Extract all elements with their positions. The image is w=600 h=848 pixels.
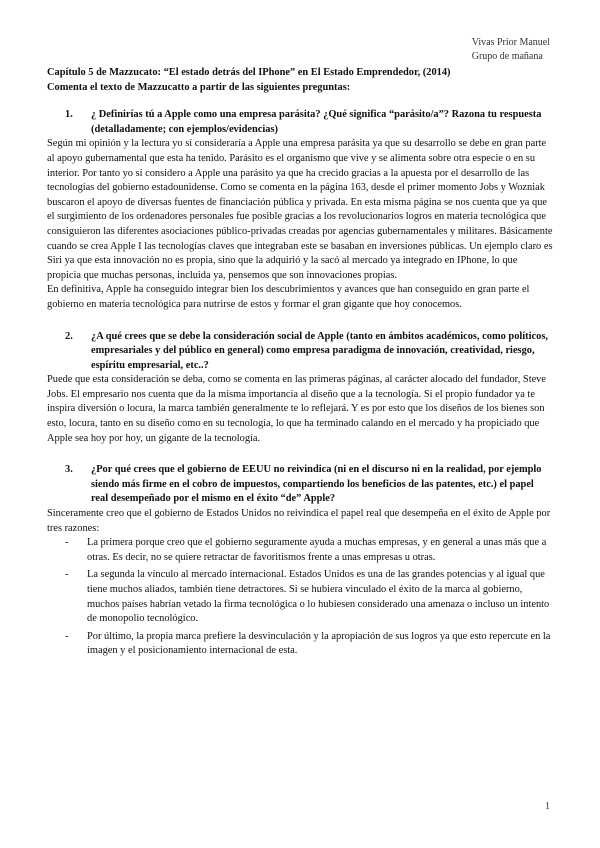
document-body <box>47 66 553 662</box>
list-marker: - <box>65 537 69 549</box>
question-1-text: ¿ Definirías tú a Apple como una empresa parásita? ¿Qué significa “parásito/a”? Razona tu respuesta (detalladamente; con ejemplos/evidencias) <box>91 109 542 135</box>
page-header <box>472 36 550 64</box>
author-name: Vivas Prior Manuel <box>471 37 550 48</box>
reasons-list <box>47 536 553 659</box>
list-item <box>47 536 553 565</box>
answer-1-paragraph-2: En definitiva, Apple ha conseguido integrar bien los descubrimientos y avances que han conseguido en gran parte el gobierno en materia tecnológica para nutrirse de estos y formar el gran gigante que hoy conocemos. <box>47 284 530 310</box>
group-name: Grupo de mañana <box>471 51 543 62</box>
list-item-text: Por último, la propia marca prefiere la desvinculación y la apropiación de sus logros ya que esto repercute en la imagen y el posicionamiento internacional de esta. <box>87 630 551 657</box>
answer-1 <box>47 137 553 312</box>
question-3 <box>47 463 553 507</box>
question-1-number: 1. <box>65 109 73 121</box>
question-3-text: ¿Por qué crees que el gobierno de EEUU no reivindica (ni en el discurso ni en la realidad, por ejemplo siendo más firme en el cobro de impuestos, compartiendo los beneficios de las patentes, etc.) el papel real desempeñado por el mismo en el éxito “de” Apple? <box>91 464 542 505</box>
question-3-number: 3. <box>65 464 73 476</box>
question-2-text: ¿A qué crees que se debe la consideración social de Apple (tanto en ámbitos académicos, como políticos, empresariales y del público en general) como empresa paradigma de innovación, creatividad, riesgo, espíritu empresarial, etc..? <box>91 330 548 371</box>
document-title: Capítulo 5 de Mazzucato: “El estado detrás del IPhone” en El Estado Emprendedor, (2014) <box>47 67 451 78</box>
page-number: 1 <box>545 801 550 812</box>
list-item <box>47 568 553 626</box>
answer-3 <box>47 507 553 659</box>
answer-2-paragraph-1: Puede que esta consideración se deba, como se comenta en las primeras páginas, al carácter alocado del fundador, Steve Jobs. El empresario nos cuenta que da la misma importancia al diseño que a la tecnología. Si el propio fundador ya te inspira diversión o locura, la marca también generalmente te lo reflejará. Y es por esto que los diseños de los bienes son esto, locura, tanto en su diseño como en su tecnología, lo que ha terminado calando en el mercado y ha propiciado que Apple sea hoy por hoy, un gigante de la tecnología. <box>47 374 546 444</box>
question-1 <box>47 108 553 137</box>
question-2 <box>47 330 553 374</box>
list-item <box>47 630 553 659</box>
list-item-text: La segunda la vínculo al mercado internacional. Estados Unidos es una de las grandes potencias y al igual que tiene muchos aliados, también tiene detractores. Si se hubiera vinculado el éxito de la marca al gobierno, muchos países habrían vetado la firma tecnológica o lo hubiesen considerado una amenaza o incluso un intento de monopolio tecnológico. <box>87 569 550 625</box>
intro-block <box>47 66 553 95</box>
question-2-number: 2. <box>65 330 73 342</box>
document-instruction: Comenta el texto de Mazzucatto a partir de las siguientes preguntas: <box>47 81 351 93</box>
list-marker: - <box>65 569 69 581</box>
answer-1-paragraph-1: Según mi opinión y la lectura yo sí consideraría a Apple una empresa parásita ya que su desarrollo se debe en gran parte al apoyo gubernamental que esta ha tenido. Parásito es el organismo que vive y se alimenta sobre otra especie o en su interior. Por tanto yo sí considero a Apple una parásito ya que ha crecido gracias a la apuesta por el desarrollo de las tecnologías del gobierno estadounidense. Como se comenta en la página 163, desde el primer momento Jobs y Wozniak buscaron el apoyo de diversas fuentes de financiación pública y privada. En esta misma página se nos cuenta que ya que el surgimiento de los ordenadores personales fue posible gracias a los revolucionarios logros en materia tecnológica que consiguieron las diferentes asociaciones público-privadas creadas por agencias gubernamentales y militares. Básicamente cuando se crea Apple I las tecnologías claves que integraban este se basaban en inversiones públicas. Un ejemplo claro es Siri ya que esta innovación no es propia, sino que la adquirió y la sacó al mercado ya integrado en IPhone, lo que propicia que muchas personas, incluida ya, pensemos que son innovaciones propias. <box>47 138 553 281</box>
list-item-text: La primera porque creo que el gobierno seguramente ayuda a muchas empresas, y en general a unas más que a otras. Es decir, no se quiere retractar de favoritismos frente a unas empresas u otras. <box>87 537 547 563</box>
list-marker: - <box>65 630 69 642</box>
answer-2 <box>47 373 553 446</box>
answer-3-paragraph-1: Sinceramente creo que el gobierno de Estados Unidos no reivindica el papel real que desempeña en el éxito de Apple por tres razones: <box>47 508 551 534</box>
